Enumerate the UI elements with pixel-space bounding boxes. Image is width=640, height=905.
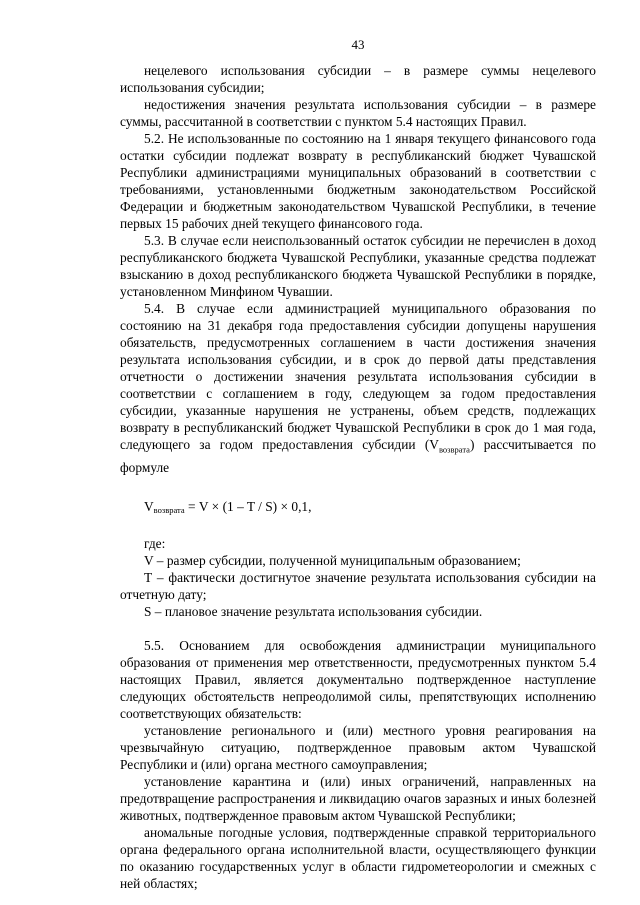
paragraph-quarantine: установление карантина и (или) иных ограничений, направленных на предотвращение распространения и ликвидацию очагов заразных и иных болезней животных, подтвержденное правовым актом Чувашской Республики; — [120, 773, 596, 823]
formula-lhs: V — [144, 498, 154, 514]
document-body — [120, 62, 596, 892]
definition-t: T – фактически достигнутое значение результата использования субсидии на отчетную дату; — [120, 569, 596, 602]
paragraph-5-4 — [120, 300, 596, 476]
paragraph-5-2: 5.2. Не использованные по состоянию на 1 января текущего финансового года остатки субсидии подлежат возврату в республиканский бюджет Чувашской Республики администрациями муниципальных образований в соответствии с требованиями, установленными бюджетным законодательством Российской Федерации и бюджетным законодательством Чувашской Республики, в течение первых 15 рабочих дней текущего финансового года. — [120, 131, 596, 231]
paragraph-misuse: нецелевого использования субсидии – в размере суммы нецелевого использования субсидии; — [120, 63, 596, 95]
formula-lhs-subscript: возврата — [153, 504, 185, 515]
definition-s: S – плановое значение результата использования субсидии. — [144, 603, 483, 619]
paragraph-emergency: установление регионального и (или) местного уровня реагирования на чрезвычайную ситуацию, подтвержденное правовым актом Чувашской Республики и (или) органа местного самоуправления; — [120, 722, 596, 772]
definitions-where: где: — [144, 535, 166, 551]
paragraph-weather: аномальные погодные условия, подтвержденные справкой территориального органа федерального органа исполнительной власти, осуществляющего функции по оказанию государственных услуг в области гидрометеорологии и смежных с ней областях; — [120, 824, 596, 891]
paragraph-underachievement: недостижения значения результата использования субсидии – в размере суммы, рассчитанной в соответствии с пунктом 5.4 настоящих Правил. — [120, 97, 596, 129]
paragraph-5-3: 5.3. В случае если неиспользованный остаток субсидии не перечислен в доход республиканского бюджета Чувашской Республики, указанные средства подлежат взысканию в доход республиканского бюджета Чувашской Республики в порядке, установленном Минфином Чувашии. — [120, 233, 596, 299]
return-formula — [120, 498, 596, 515]
paragraph-5-4-tail: ) рассчитывается по формуле — [120, 437, 596, 475]
paragraph-5-5: 5.5. Основанием для освобождения администрации муниципального образования от применения мер ответственности, предусмотренных пунктом 5.4 настоящих Правил, является документально подтвержденное наступление следующих обстоятельств непреодолимой силы, препятствующих исполнению соответствующих обязательств: — [120, 637, 596, 721]
spacer — [120, 620, 596, 637]
subscript-return: возврата — [438, 444, 470, 455]
definition-v: V – размер субсидии, полученной муниципальным образованием; — [144, 552, 521, 568]
paragraph-5-4-text: 5.4. В случае если администрацией муниципального образования по состоянию на 31 декабря года предоставления субсидии допущены нарушения обязательств, предусмотренных соглашением в части достижения значения результата использования субсидии, и в срок до первой даты представления отчетности о достижении значения результата использования субсидии в соответствии с соглашением в году, следующем за годом предоставления субсидии, указанные нарушения не устранены, объем средств, подлежащих возврату в республиканский бюджет Чувашской Республики в срок до 1 мая года, следующего за годом предоставления субсидии (V — [120, 301, 596, 452]
page-number: 43 — [351, 37, 365, 52]
formula-rhs: = V × (1 – T / S) × 0,1, — [184, 498, 312, 514]
